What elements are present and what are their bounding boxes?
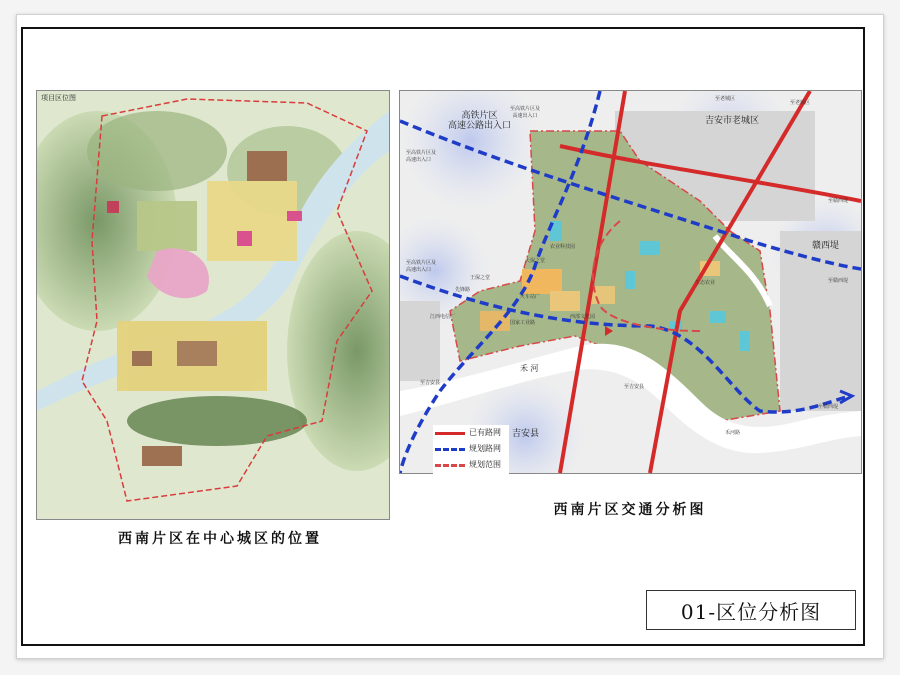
existing-road-swatch xyxy=(435,432,465,435)
legend-planned-roads xyxy=(433,443,509,455)
jian-county-label: 吉安县 xyxy=(512,429,540,439)
legend-existing-roads xyxy=(433,427,509,439)
to-jian-county-label-1: 至吉安县 xyxy=(420,380,441,386)
map-legend xyxy=(433,425,509,475)
to-ganxi-label-2: 至赣西堤 xyxy=(828,278,849,284)
to-gaotie-label-left2: 至高铁片区及 高速出入口 xyxy=(406,260,437,273)
traffic-analysis-map xyxy=(399,90,862,474)
river-label: 禾 河 xyxy=(520,364,539,373)
poi-label-8: 生态农业 xyxy=(695,280,716,286)
legend-scope-label: 规划范围 xyxy=(469,460,501,469)
location-map-title: 项目区位图 xyxy=(41,94,76,102)
to-old-city-label-2: 至老城区 xyxy=(790,100,811,106)
to-gaotie-label-left1: 至高铁片区及 高速出入口 xyxy=(406,150,437,163)
poi-label-4: 江西电信厂 xyxy=(430,314,456,320)
location-map-graphic xyxy=(37,91,389,519)
poi-label-9: 先锋路 xyxy=(455,287,471,293)
to-old-city-label-1: 至老城区 xyxy=(715,96,736,102)
location-map xyxy=(36,90,390,520)
traffic-map-graphic xyxy=(400,91,861,473)
old-city-label: 吉安市老城区 xyxy=(705,116,760,126)
poi-label-7: 西部文化园 xyxy=(570,314,596,320)
poi-label-2: 王保之堂 xyxy=(470,275,491,281)
poi-label-5: 国家工业路 xyxy=(510,320,536,326)
ganxi-embankment-label: 赣西堤 xyxy=(812,241,840,251)
to-ganxi-label-3: 至赣西堤 xyxy=(818,404,839,410)
legend-planned-label: 规划路网 xyxy=(469,444,501,453)
poi-label-3: 火车站广 xyxy=(520,294,541,300)
legend-existing-label: 已有路网 xyxy=(469,428,501,437)
page-title: 01-区位分析图 xyxy=(646,590,856,630)
poi-label-10: 禾河路 xyxy=(725,430,741,436)
legend-planning-scope xyxy=(433,459,509,471)
to-ganxi-label-1: 至赣西堤 xyxy=(828,198,849,204)
traffic-map-caption: 西南片区交通分析图 xyxy=(553,502,707,518)
to-gaotie-label-top: 至高铁片区及 高速出入口 xyxy=(510,106,541,119)
to-jian-county-label-2: 至吉安县 xyxy=(624,384,645,390)
poi-label-6: 农业科技园 xyxy=(550,244,576,250)
gaotie-label: 高铁片区 高速公路出入口 xyxy=(448,111,512,132)
location-map-caption: 西南片区在中心城区的位置 xyxy=(118,531,322,547)
planning-scope-swatch xyxy=(435,464,465,467)
planned-road-swatch xyxy=(435,448,465,451)
poi-label-1: 天保之堂 xyxy=(525,258,546,264)
